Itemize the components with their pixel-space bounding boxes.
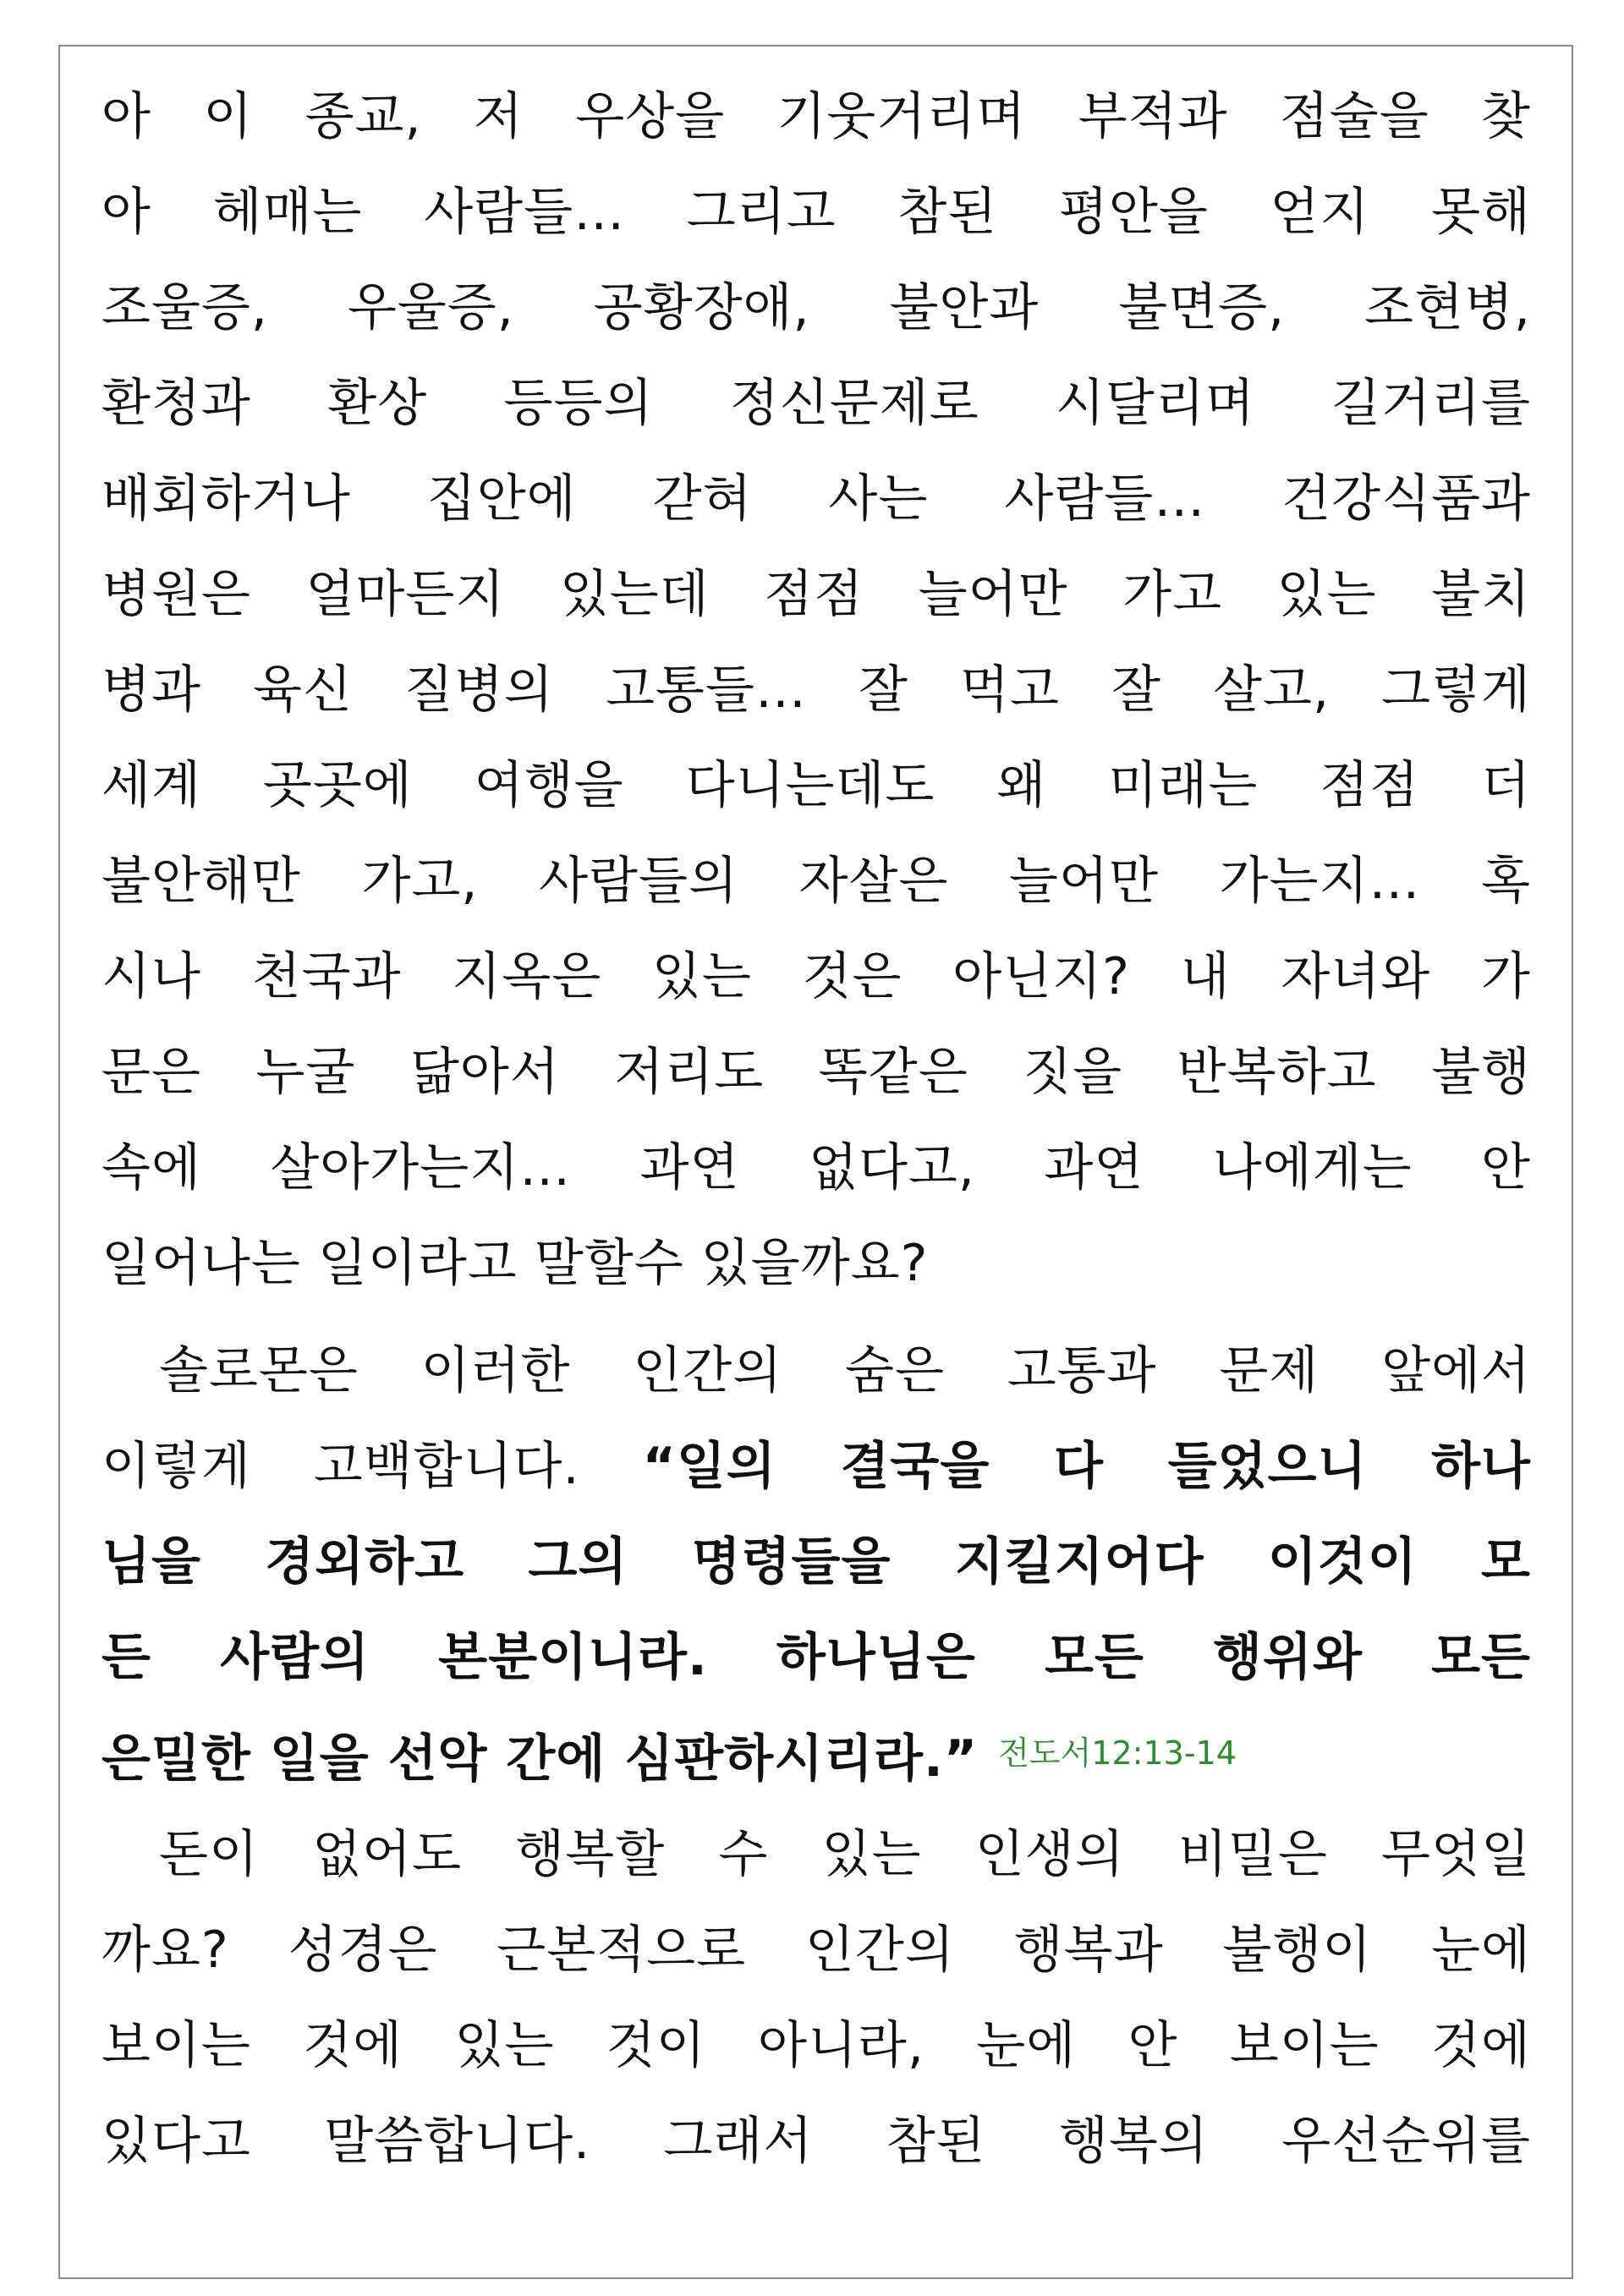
paragraph-line: 솔로몬은 이러한 인간의 숨은 고통과 문제 앞에서 xyxy=(159,1341,1531,1400)
paragraph-line: 배회하거나 집안에 갇혀 사는 사람들… 건강식품과 xyxy=(102,469,1531,529)
paragraph-line: 시나 천국과 지옥은 있는 것은 아닌지? 내 자녀와 가 xyxy=(102,947,1531,1006)
scripture-quote: “일의 결국을 다 들었으니 하나 xyxy=(642,1437,1531,1496)
paragraph-line: 문은 누굴 닮아서 저리도 똑같은 짓을 반복하고 불행 xyxy=(102,1043,1531,1102)
scripture-quote-line: 든 사람의 본분이니라. 하나님은 모든 행위와 모든 xyxy=(102,1628,1531,1687)
paragraph-line: 병과 육신 질병의 고통들… 잘 먹고 잘 살고, 그렇게 xyxy=(102,660,1531,720)
paragraph-line: 돈이 없어도 행복할 수 있는 인생의 비밀은 무엇일 xyxy=(159,1825,1531,1884)
paragraph-line: 아 이 종교, 저 우상을 기웃거리며 부적과 점술을 찾 xyxy=(102,87,1531,146)
paragraph-line: 세계 곳곳에 여행을 다니는데도 왜 미래는 점점 더 xyxy=(102,756,1531,815)
paragraph-line: 속에 살아가는지… 과연 없다고, 과연 나에게는 안 xyxy=(102,1138,1531,1197)
paragraph-line-mixed xyxy=(102,1419,1531,1515)
paragraph-line: 조울증, 우울증, 공황장애, 불안과 불면증, 조현병, xyxy=(102,278,1531,337)
paragraph-3 xyxy=(102,1807,1531,2189)
paragraph-line: 일어나는 일이라고 말할수 있을까요? xyxy=(102,1234,929,1293)
paragraph-line: 병원은 얼마든지 있는데 점점 늘어만 가고 있는 불치 xyxy=(102,565,1531,624)
scripture-quote-last-line xyxy=(102,1706,1531,1801)
scripture-reference: 전도서12:13-14 xyxy=(998,1734,1237,1772)
scripture-quote: 은밀한 일을 선악 간에 심판하시리라.” xyxy=(102,1729,979,1789)
plain-text: 이렇게 고백합니다. xyxy=(102,1437,580,1496)
paragraph-line: 환청과 환상 등등의 정신문제로 시달리며 길거리를 xyxy=(102,374,1531,433)
scripture-quote-line: 님을 경외하고 그의 명령들을 지킬지어다 이것이 모 xyxy=(102,1532,1531,1592)
paragraph-line: 있다고 말씀합니다. 그래서 참된 행복의 우선순위를 xyxy=(102,2112,1531,2171)
paragraph-line: 보이는 것에 있는 것이 아니라, 눈에 안 보이는 것에 xyxy=(102,2016,1531,2075)
paragraph-line: 아 헤매는 사람들… 그리고 참된 평안을 얻지 못해 xyxy=(102,183,1531,242)
paragraph-2 xyxy=(102,1323,1531,1801)
paragraph-line: 까요? 성경은 근본적으로 인간의 행복과 불행이 눈에 xyxy=(102,1921,1531,1980)
paragraph-1 xyxy=(102,69,1531,1312)
paragraph-line: 불안해만 가고, 사람들의 자살은 늘어만 가는지… 혹 xyxy=(102,852,1531,911)
